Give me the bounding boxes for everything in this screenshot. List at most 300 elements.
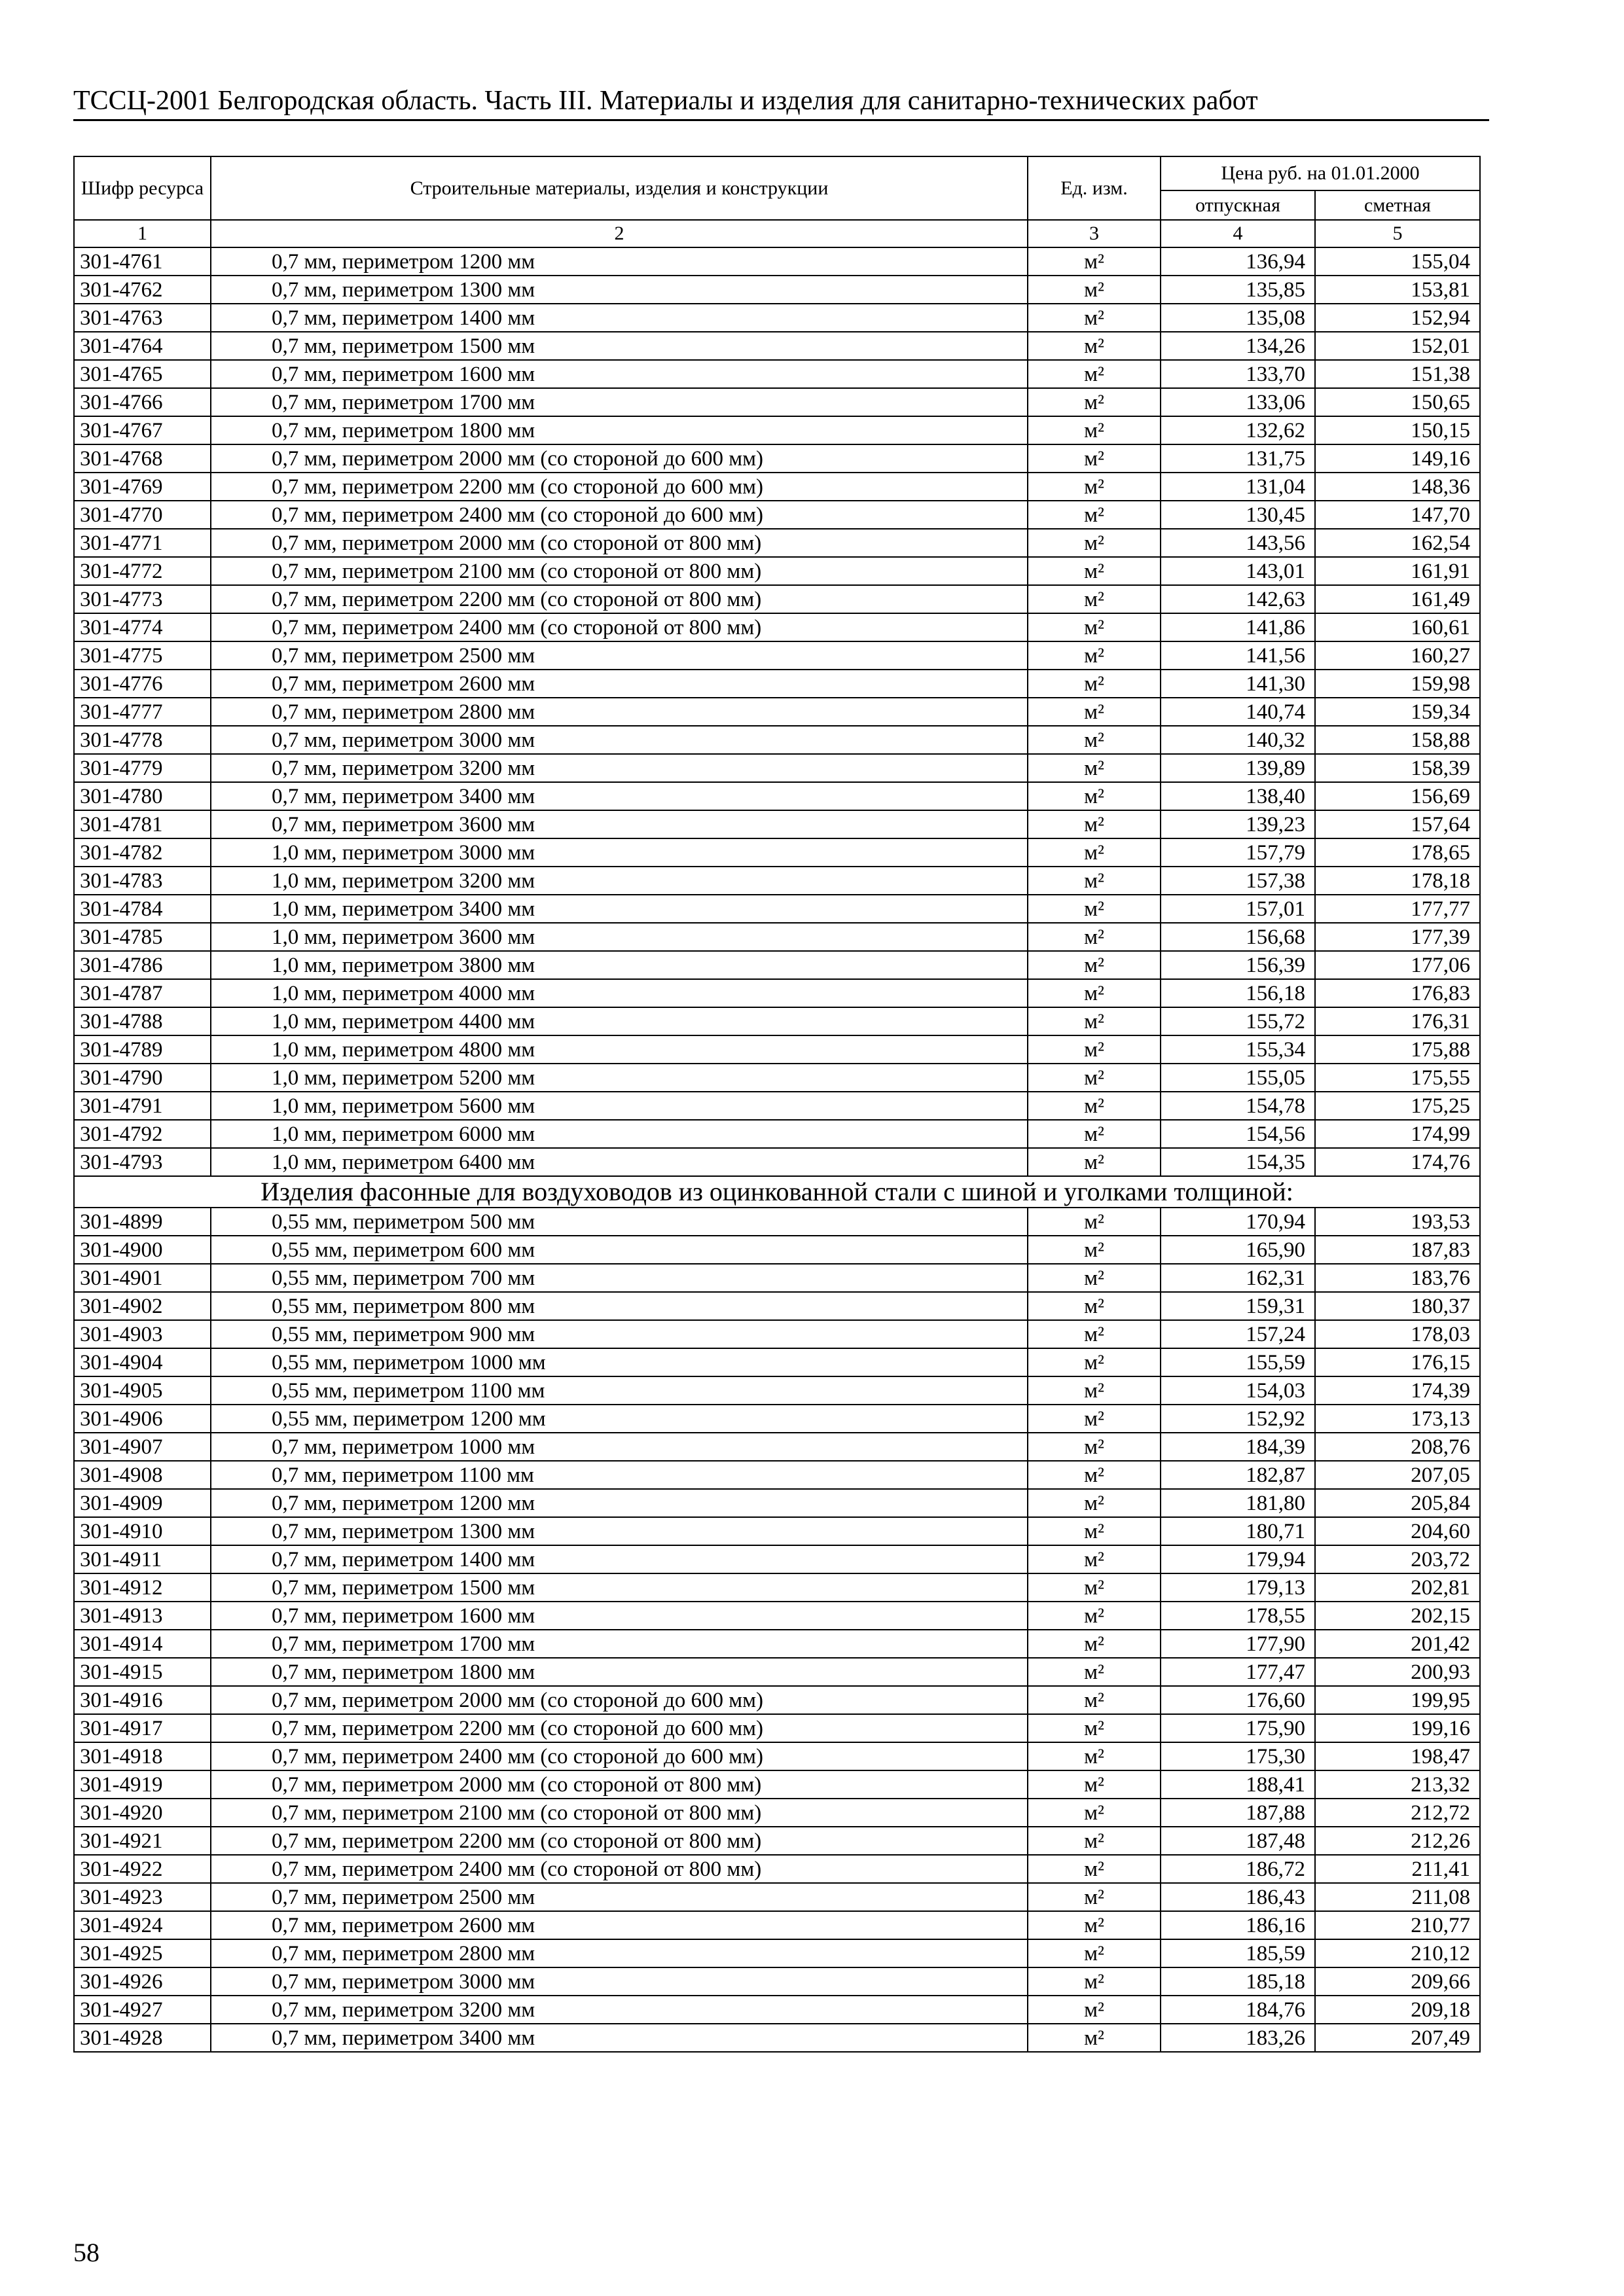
table-row <box>74 1208 1480 1236</box>
resource-code-cell: 301-4907 <box>74 1433 211 1461</box>
unit-cell: м² <box>1028 1658 1161 1686</box>
estimate-price-cell: 211,08 <box>1315 1883 1480 1911</box>
unit-cell: м² <box>1028 388 1161 416</box>
material-name-cell: 1,0 мм, периметром 6400 мм <box>211 1148 1028 1176</box>
release-price-cell: 179,94 <box>1161 1545 1315 1573</box>
release-price-cell: 143,01 <box>1161 557 1315 585</box>
table-row <box>74 529 1480 557</box>
table-row <box>74 1770 1480 1799</box>
unit-cell: м² <box>1028 670 1161 698</box>
resource-code-cell: 301-4909 <box>74 1489 211 1517</box>
material-name-cell: 0,7 мм, периметром 1200 мм <box>211 247 1028 276</box>
resource-code-cell: 301-4900 <box>74 1236 211 1264</box>
resource-code-cell: 301-4773 <box>74 585 211 613</box>
estimate-price-cell: 148,36 <box>1315 473 1480 501</box>
unit-cell: м² <box>1028 276 1161 304</box>
material-name-cell: 0,7 мм, периметром 2400 мм (со стороной от 800 мм) <box>211 1855 1028 1883</box>
header-name: Строительные материалы, изделия и конструкции <box>211 156 1028 220</box>
header-estimate-price: сметная <box>1315 190 1480 220</box>
table-row <box>74 1092 1480 1120</box>
resource-code-cell: 301-4918 <box>74 1742 211 1770</box>
material-name-cell: 1,0 мм, периметром 6000 мм <box>211 1120 1028 1148</box>
table-row <box>74 1545 1480 1573</box>
table-row <box>74 388 1480 416</box>
resource-code-cell: 301-4924 <box>74 1911 211 1939</box>
unit-cell: м² <box>1028 1208 1161 1236</box>
release-price-cell: 181,80 <box>1161 1489 1315 1517</box>
release-price-cell: 155,05 <box>1161 1064 1315 1092</box>
resource-code-cell: 301-4782 <box>74 838 211 867</box>
resource-code-cell: 301-4778 <box>74 726 211 754</box>
unit-cell: м² <box>1028 1742 1161 1770</box>
table-row <box>74 613 1480 641</box>
release-price-cell: 159,31 <box>1161 1292 1315 1320</box>
table-row <box>74 1742 1480 1770</box>
unit-cell: м² <box>1028 810 1161 838</box>
material-name-cell: 0,7 мм, периметром 2600 мм <box>211 670 1028 698</box>
resource-code-cell: 301-4792 <box>74 1120 211 1148</box>
material-name-cell: 0,7 мм, периметром 2100 мм (со стороной от 800 мм) <box>211 557 1028 585</box>
estimate-price-cell: 177,39 <box>1315 923 1480 951</box>
estimate-price-cell: 176,31 <box>1315 1007 1480 1035</box>
unit-cell: м² <box>1028 1686 1161 1714</box>
unit-cell: м² <box>1028 1376 1161 1405</box>
release-price-cell: 139,23 <box>1161 810 1315 838</box>
resource-code-cell: 301-4791 <box>74 1092 211 1120</box>
release-price-cell: 141,86 <box>1161 613 1315 641</box>
unit-cell: м² <box>1028 1855 1161 1883</box>
estimate-price-cell: 178,03 <box>1315 1320 1480 1348</box>
table-row <box>74 304 1480 332</box>
material-name-cell: 0,7 мм, периметром 2200 мм (со стороной от 800 мм) <box>211 1827 1028 1855</box>
unit-cell: м² <box>1028 951 1161 979</box>
resource-code-cell: 301-4787 <box>74 979 211 1007</box>
resource-code-cell: 301-4927 <box>74 1996 211 2024</box>
unit-cell: м² <box>1028 1064 1161 1092</box>
material-name-cell: 1,0 мм, периметром 3600 мм <box>211 923 1028 951</box>
estimate-price-cell: 203,72 <box>1315 1545 1480 1573</box>
material-name-cell: 0,7 мм, периметром 2200 мм (со стороной до 600 мм) <box>211 473 1028 501</box>
section-title: Изделия фасонные для воздуховодов из оцинкованной стали с шиной и уголками толщиной: <box>74 1176 1480 1208</box>
estimate-price-cell: 156,69 <box>1315 782 1480 810</box>
resource-code-cell: 301-4901 <box>74 1264 211 1292</box>
material-name-cell: 0,7 мм, периметром 1000 мм <box>211 1433 1028 1461</box>
release-price-cell: 177,90 <box>1161 1630 1315 1658</box>
unit-cell: м² <box>1028 1148 1161 1176</box>
resource-code-cell: 301-4903 <box>74 1320 211 1348</box>
material-name-cell: 0,7 мм, периметром 2200 мм (со стороной от 800 мм) <box>211 585 1028 613</box>
table-row <box>74 1264 1480 1292</box>
material-name-cell: 0,7 мм, периметром 1200 мм <box>211 1489 1028 1517</box>
column-number-row <box>74 220 1480 247</box>
release-price-cell: 187,88 <box>1161 1799 1315 1827</box>
estimate-price-cell: 199,16 <box>1315 1714 1480 1742</box>
estimate-price-cell: 160,61 <box>1315 613 1480 641</box>
release-price-cell: 131,75 <box>1161 444 1315 473</box>
table-row <box>74 923 1480 951</box>
resource-code-cell: 301-4770 <box>74 501 211 529</box>
table-row <box>74 1292 1480 1320</box>
table-row <box>74 557 1480 585</box>
resource-code-cell: 301-4908 <box>74 1461 211 1489</box>
table-row <box>74 1827 1480 1855</box>
material-name-cell: 0,7 мм, периметром 2000 мм (со стороной от 800 мм) <box>211 529 1028 557</box>
unit-cell: м² <box>1028 1967 1161 1996</box>
material-name-cell: 0,7 мм, периметром 2500 мм <box>211 641 1028 670</box>
resource-code-cell: 301-4790 <box>74 1064 211 1092</box>
unit-cell: м² <box>1028 1236 1161 1264</box>
estimate-price-cell: 174,76 <box>1315 1148 1480 1176</box>
resource-code-cell: 301-4780 <box>74 782 211 810</box>
table-header <box>74 156 1480 247</box>
unit-cell: м² <box>1028 1630 1161 1658</box>
resource-code-cell: 301-4905 <box>74 1376 211 1405</box>
release-price-cell: 154,78 <box>1161 1092 1315 1120</box>
resource-code-cell: 301-4915 <box>74 1658 211 1686</box>
release-price-cell: 187,48 <box>1161 1827 1315 1855</box>
release-price-cell: 141,56 <box>1161 641 1315 670</box>
resource-code-cell: 301-4766 <box>74 388 211 416</box>
estimate-price-cell: 211,41 <box>1315 1855 1480 1883</box>
material-name-cell: 0,7 мм, периметром 1500 мм <box>211 1573 1028 1602</box>
release-price-cell: 185,59 <box>1161 1939 1315 1967</box>
release-price-cell: 140,32 <box>1161 726 1315 754</box>
material-name-cell: 0,7 мм, периметром 3000 мм <box>211 1967 1028 1996</box>
release-price-cell: 157,79 <box>1161 838 1315 867</box>
unit-cell: м² <box>1028 895 1161 923</box>
estimate-price-cell: 210,12 <box>1315 1939 1480 1967</box>
page-header: ТССЦ-2001 Белгородская область. Часть III. Материалы и изделия для санитарно-технических работ <box>73 86 1258 116</box>
material-name-cell: 0,7 мм, периметром 1100 мм <box>211 1461 1028 1489</box>
estimate-price-cell: 176,83 <box>1315 979 1480 1007</box>
unit-cell: м² <box>1028 1573 1161 1602</box>
estimate-price-cell: 173,13 <box>1315 1405 1480 1433</box>
material-name-cell: 0,7 мм, периметром 2000 мм (со стороной до 600 мм) <box>211 444 1028 473</box>
table-row <box>74 698 1480 726</box>
table-row <box>74 276 1480 304</box>
unit-cell: м² <box>1028 501 1161 529</box>
resource-code-cell: 301-4916 <box>74 1686 211 1714</box>
release-price-cell: 188,41 <box>1161 1770 1315 1799</box>
estimate-price-cell: 193,53 <box>1315 1208 1480 1236</box>
estimate-price-cell: 180,37 <box>1315 1292 1480 1320</box>
resource-code-cell: 301-4765 <box>74 360 211 388</box>
material-name-cell: 0,7 мм, периметром 2100 мм (со стороной от 800 мм) <box>211 1799 1028 1827</box>
table-row <box>74 1320 1480 1348</box>
material-name-cell: 1,0 мм, периметром 3400 мм <box>211 895 1028 923</box>
table-row <box>74 247 1480 276</box>
material-name-cell: 0,7 мм, периметром 3600 мм <box>211 810 1028 838</box>
table-row <box>74 1573 1480 1602</box>
release-price-cell: 162,31 <box>1161 1264 1315 1292</box>
table-row <box>74 1658 1480 1686</box>
resource-code-cell: 301-4789 <box>74 1035 211 1064</box>
estimate-price-cell: 200,93 <box>1315 1658 1480 1686</box>
release-price-cell: 170,94 <box>1161 1208 1315 1236</box>
resource-code-cell: 301-4917 <box>74 1714 211 1742</box>
unit-cell: м² <box>1028 754 1161 782</box>
release-price-cell: 135,85 <box>1161 276 1315 304</box>
table-row <box>74 1348 1480 1376</box>
resource-code-cell: 301-4762 <box>74 276 211 304</box>
estimate-price-cell: 199,95 <box>1315 1686 1480 1714</box>
table-row <box>74 332 1480 360</box>
estimate-price-cell: 198,47 <box>1315 1742 1480 1770</box>
column-number: 2 <box>211 220 1028 247</box>
resource-code-cell: 301-4906 <box>74 1405 211 1433</box>
release-price-cell: 156,39 <box>1161 951 1315 979</box>
material-name-cell: 1,0 мм, периметром 4800 мм <box>211 1035 1028 1064</box>
column-number: 4 <box>1161 220 1315 247</box>
resource-code-cell: 301-4771 <box>74 529 211 557</box>
release-price-cell: 140,74 <box>1161 698 1315 726</box>
resource-code-cell: 301-4768 <box>74 444 211 473</box>
estimate-price-cell: 153,81 <box>1315 276 1480 304</box>
unit-cell: м² <box>1028 1996 1161 2024</box>
unit-cell: м² <box>1028 1939 1161 1967</box>
material-name-cell: 0,7 мм, периметром 1800 мм <box>211 416 1028 444</box>
page-number: 58 <box>73 2238 99 2267</box>
table-row <box>74 1939 1480 1967</box>
unit-cell: м² <box>1028 557 1161 585</box>
resource-code-cell: 301-4923 <box>74 1883 211 1911</box>
unit-cell: м² <box>1028 473 1161 501</box>
unit-cell: м² <box>1028 1433 1161 1461</box>
resource-code-cell: 301-4910 <box>74 1517 211 1545</box>
release-price-cell: 184,39 <box>1161 1433 1315 1461</box>
table-row <box>74 810 1480 838</box>
unit-cell: м² <box>1028 698 1161 726</box>
estimate-price-cell: 201,42 <box>1315 1630 1480 1658</box>
release-price-cell: 139,89 <box>1161 754 1315 782</box>
table-row <box>74 1630 1480 1658</box>
unit-cell: м² <box>1028 1320 1161 1348</box>
column-number: 3 <box>1028 220 1161 247</box>
unit-cell: м² <box>1028 923 1161 951</box>
unit-cell: м² <box>1028 1292 1161 1320</box>
release-price-cell: 142,63 <box>1161 585 1315 613</box>
estimate-price-cell: 150,15 <box>1315 416 1480 444</box>
release-price-cell: 185,18 <box>1161 1967 1315 1996</box>
table-row <box>74 1376 1480 1405</box>
unit-cell: м² <box>1028 979 1161 1007</box>
estimate-price-cell: 204,60 <box>1315 1517 1480 1545</box>
material-name-cell: 1,0 мм, периметром 4400 мм <box>211 1007 1028 1035</box>
material-name-cell: 0,7 мм, периметром 2200 мм (со стороной до 600 мм) <box>211 1714 1028 1742</box>
material-name-cell: 0,7 мм, периметром 1700 мм <box>211 388 1028 416</box>
release-price-cell: 155,59 <box>1161 1348 1315 1376</box>
table-row <box>74 444 1480 473</box>
material-name-cell: 0,55 мм, периметром 500 мм <box>211 1208 1028 1236</box>
resource-code-cell: 301-4785 <box>74 923 211 951</box>
table-row <box>74 501 1480 529</box>
resource-code-cell: 301-4793 <box>74 1148 211 1176</box>
table-row <box>74 360 1480 388</box>
table-row <box>74 1007 1480 1035</box>
estimate-price-cell: 159,98 <box>1315 670 1480 698</box>
estimate-price-cell: 177,77 <box>1315 895 1480 923</box>
unit-cell: м² <box>1028 1714 1161 1742</box>
header-release-price: отпускная <box>1161 190 1315 220</box>
estimate-price-cell: 212,26 <box>1315 1827 1480 1855</box>
estimate-price-cell: 209,18 <box>1315 1996 1480 2024</box>
release-price-cell: 175,30 <box>1161 1742 1315 1770</box>
estimate-price-cell: 155,04 <box>1315 247 1480 276</box>
resource-code-cell: 301-4926 <box>74 1967 211 1996</box>
material-name-cell: 0,7 мм, периметром 3200 мм <box>211 1996 1028 2024</box>
release-price-cell: 183,26 <box>1161 2024 1315 2052</box>
resource-code-cell: 301-4784 <box>74 895 211 923</box>
resource-code-cell: 301-4925 <box>74 1939 211 1967</box>
unit-cell: м² <box>1028 1120 1161 1148</box>
estimate-price-cell: 207,05 <box>1315 1461 1480 1489</box>
estimate-price-cell: 151,38 <box>1315 360 1480 388</box>
material-name-cell: 0,55 мм, периметром 900 мм <box>211 1320 1028 1348</box>
resource-code-cell: 301-4763 <box>74 304 211 332</box>
resource-code-cell: 301-4911 <box>74 1545 211 1573</box>
estimate-price-cell: 202,81 <box>1315 1573 1480 1602</box>
resource-code-cell: 301-4922 <box>74 1855 211 1883</box>
material-name-cell: 0,7 мм, периметром 2400 мм (со стороной от 800 мм) <box>211 613 1028 641</box>
estimate-price-cell: 209,66 <box>1315 1967 1480 1996</box>
unit-cell: м² <box>1028 1489 1161 1517</box>
price-table <box>73 156 1481 2053</box>
estimate-price-cell: 161,49 <box>1315 585 1480 613</box>
estimate-price-cell: 161,91 <box>1315 557 1480 585</box>
unit-cell: м² <box>1028 444 1161 473</box>
material-name-cell: 0,7 мм, периметром 3400 мм <box>211 782 1028 810</box>
table-row <box>74 1686 1480 1714</box>
material-name-cell: 0,7 мм, периметром 1600 мм <box>211 1602 1028 1630</box>
material-name-cell: 0,55 мм, периметром 1100 мм <box>211 1376 1028 1405</box>
resource-code-cell: 301-4769 <box>74 473 211 501</box>
table-row <box>74 867 1480 895</box>
estimate-price-cell: 157,64 <box>1315 810 1480 838</box>
material-name-cell: 1,0 мм, периметром 5200 мм <box>211 1064 1028 1092</box>
unit-cell: м² <box>1028 838 1161 867</box>
material-name-cell: 1,0 мм, периметром 3800 мм <box>211 951 1028 979</box>
release-price-cell: 154,03 <box>1161 1376 1315 1405</box>
release-price-cell: 130,45 <box>1161 501 1315 529</box>
table-row <box>74 2024 1480 2052</box>
resource-code-cell: 301-4783 <box>74 867 211 895</box>
unit-cell: м² <box>1028 1405 1161 1433</box>
resource-code-cell: 301-4921 <box>74 1827 211 1855</box>
material-name-cell: 1,0 мм, периметром 3200 мм <box>211 867 1028 895</box>
unit-cell: м² <box>1028 1348 1161 1376</box>
unit-cell: м² <box>1028 2024 1161 2052</box>
resource-code-cell: 301-4764 <box>74 332 211 360</box>
material-name-cell: 0,7 мм, периметром 1800 мм <box>211 1658 1028 1686</box>
release-price-cell: 179,13 <box>1161 1573 1315 1602</box>
material-name-cell: 0,55 мм, периметром 1200 мм <box>211 1405 1028 1433</box>
material-name-cell: 0,7 мм, периметром 1600 мм <box>211 360 1028 388</box>
release-price-cell: 178,55 <box>1161 1602 1315 1630</box>
estimate-price-cell: 147,70 <box>1315 501 1480 529</box>
release-price-cell: 143,56 <box>1161 529 1315 557</box>
estimate-price-cell: 207,49 <box>1315 2024 1480 2052</box>
header-unit: Ед. изм. <box>1028 156 1161 220</box>
unit-cell: м² <box>1028 529 1161 557</box>
resource-code-cell: 301-4775 <box>74 641 211 670</box>
estimate-price-cell: 176,15 <box>1315 1348 1480 1376</box>
resource-code-cell: 301-4767 <box>74 416 211 444</box>
release-price-cell: 157,24 <box>1161 1320 1315 1348</box>
unit-cell: м² <box>1028 641 1161 670</box>
material-name-cell: 0,7 мм, периметром 1300 мм <box>211 1517 1028 1545</box>
table-row <box>74 1883 1480 1911</box>
release-price-cell: 186,43 <box>1161 1883 1315 1911</box>
table-row <box>74 1967 1480 1996</box>
material-name-cell: 0,7 мм, периметром 1700 мм <box>211 1630 1028 1658</box>
estimate-price-cell: 174,99 <box>1315 1120 1480 1148</box>
release-price-cell: 186,16 <box>1161 1911 1315 1939</box>
material-name-cell: 0,7 мм, периметром 2000 мм (со стороной до 600 мм) <box>211 1686 1028 1714</box>
unit-cell: м² <box>1028 1799 1161 1827</box>
release-price-cell: 165,90 <box>1161 1236 1315 1264</box>
material-name-cell: 0,7 мм, периметром 2000 мм (со стороной от 800 мм) <box>211 1770 1028 1799</box>
unit-cell: м² <box>1028 1092 1161 1120</box>
estimate-price-cell: 150,65 <box>1315 388 1480 416</box>
estimate-price-cell: 162,54 <box>1315 529 1480 557</box>
estimate-price-cell: 178,65 <box>1315 838 1480 867</box>
release-price-cell: 157,01 <box>1161 895 1315 923</box>
resource-code-cell: 301-4761 <box>74 247 211 276</box>
table-row <box>74 979 1480 1007</box>
table-row <box>74 782 1480 810</box>
release-price-cell: 156,18 <box>1161 979 1315 1007</box>
table-row <box>74 1148 1480 1176</box>
table-row <box>74 1236 1480 1264</box>
estimate-price-cell: 177,06 <box>1315 951 1480 979</box>
material-name-cell: 1,0 мм, периметром 4000 мм <box>211 979 1028 1007</box>
header-code: Шифр ресурса <box>74 156 211 220</box>
section-row <box>74 1176 1480 1208</box>
unit-cell: м² <box>1028 1035 1161 1064</box>
material-name-cell: 0,7 мм, периметром 2400 мм (со стороной до 600 мм) <box>211 1742 1028 1770</box>
estimate-price-cell: 174,39 <box>1315 1376 1480 1405</box>
table-row <box>74 1799 1480 1827</box>
release-price-cell: 176,60 <box>1161 1686 1315 1714</box>
resource-code-cell: 301-4777 <box>74 698 211 726</box>
material-name-cell: 0,7 мм, периметром 3400 мм <box>211 2024 1028 2052</box>
resource-code-cell: 301-4902 <box>74 1292 211 1320</box>
unit-cell: м² <box>1028 867 1161 895</box>
release-price-cell: 152,92 <box>1161 1405 1315 1433</box>
material-name-cell: 1,0 мм, периметром 3000 мм <box>211 838 1028 867</box>
unit-cell: м² <box>1028 1461 1161 1489</box>
unit-cell: м² <box>1028 332 1161 360</box>
estimate-price-cell: 152,01 <box>1315 332 1480 360</box>
material-name-cell: 1,0 мм, периметром 5600 мм <box>211 1092 1028 1120</box>
unit-cell: м² <box>1028 1545 1161 1573</box>
estimate-price-cell: 175,88 <box>1315 1035 1480 1064</box>
resource-code-cell: 301-4914 <box>74 1630 211 1658</box>
unit-cell: м² <box>1028 1911 1161 1939</box>
release-price-cell: 135,08 <box>1161 304 1315 332</box>
release-price-cell: 184,76 <box>1161 1996 1315 2024</box>
table-row <box>74 1489 1480 1517</box>
unit-cell: м² <box>1028 1770 1161 1799</box>
estimate-price-cell: 213,32 <box>1315 1770 1480 1799</box>
resource-code-cell: 301-4899 <box>74 1208 211 1236</box>
resource-code-cell: 301-4781 <box>74 810 211 838</box>
table-row <box>74 1911 1480 1939</box>
estimate-price-cell: 183,76 <box>1315 1264 1480 1292</box>
resource-code-cell: 301-4912 <box>74 1573 211 1602</box>
resource-code-cell: 301-4786 <box>74 951 211 979</box>
unit-cell: м² <box>1028 1883 1161 1911</box>
